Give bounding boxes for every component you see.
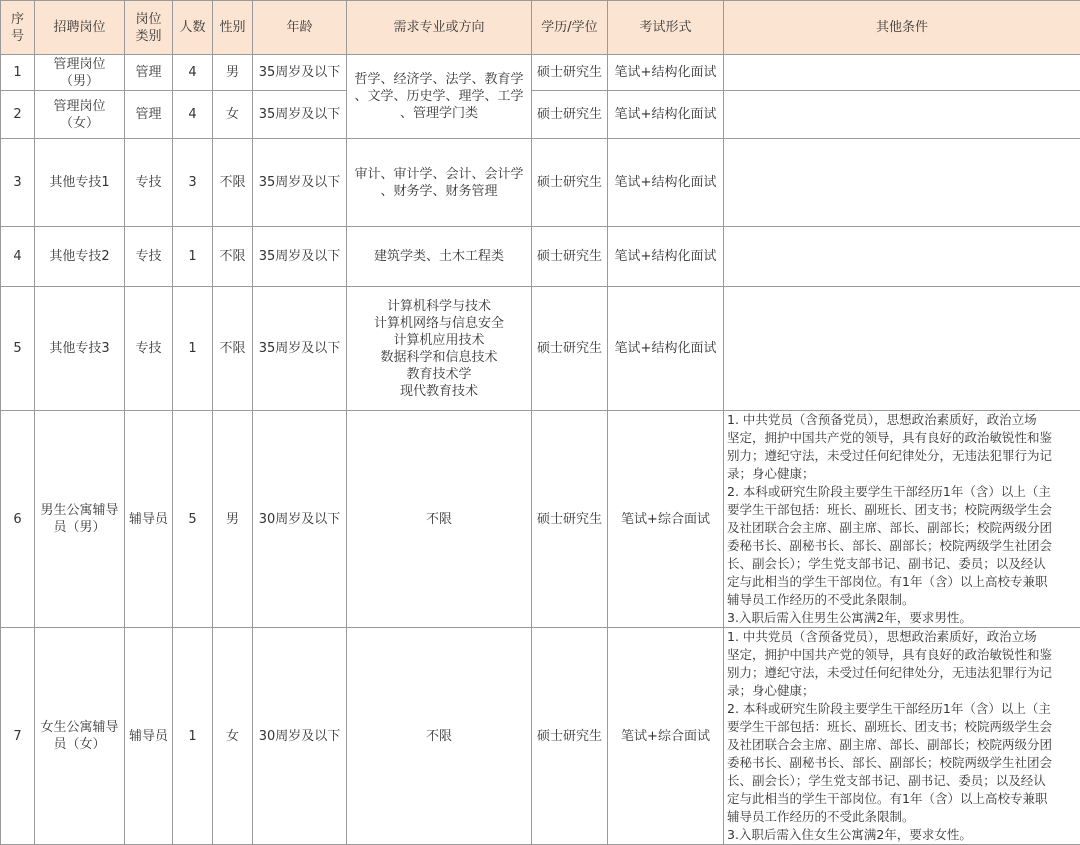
cell-exam: 笔试+结构化面试 — [608, 227, 724, 287]
cell-major-merged: 哲学、经济学、法学、教育学 、文学、历史学、理学、工学 、管理学门类 — [347, 55, 532, 139]
cell-gender: 女 — [213, 628, 253, 845]
table-row — [1, 287, 1080, 411]
cell-no: 3 — [1, 139, 35, 227]
cell-other — [724, 91, 1080, 139]
cell-count: 1 — [173, 628, 213, 845]
cell-age: 35周岁及以下 — [253, 287, 347, 411]
cell-category: 专技 — [125, 139, 173, 227]
cell-gender: 不限 — [213, 287, 253, 411]
cell-gender: 不限 — [213, 227, 253, 287]
cell-gender: 男 — [213, 55, 253, 91]
cell-major: 建筑学类、土木工程类 — [347, 227, 532, 287]
cell-degree: 硕士研究生 — [532, 91, 608, 139]
cell-other: 1. 中共党员（含预备党员），思想政治素质好，政治立场 坚定，拥护中国共产党的领导，具有良好的政治敏锐性和鉴 别力；遵纪守法，未受过任何纪律处分，无违法犯罪行为记 录；身心健康； 2. 本科或研究生阶段主要学生干部经历1年（含）以上（主 要学生干部包括：班长、副班长、团支书；校院两级学生会 及社团联合会主席、副主席、部长、副部长；校院两级分团 委秘书长、副秘书长、部长、副部长；校院两级学生社团会 长、副会长）；学生党支部书记、副书记、委员；以及经认 定与此相当的学生干部岗位。有1年（含）以上高校专兼职 辅导员工作经历的不受此条限制。 3.入职后需入住男生公寓满2年，要求男性。 — [724, 411, 1080, 628]
header-exam: 考试形式 — [608, 1, 724, 55]
cell-exam: 笔试+结构化面试 — [608, 139, 724, 227]
cell-count: 1 — [173, 227, 213, 287]
cell-degree: 硕士研究生 — [532, 227, 608, 287]
cell-other — [724, 287, 1080, 411]
cell-other — [724, 55, 1080, 91]
cell-post: 管理岗位 （女） — [35, 91, 125, 139]
cell-degree: 硕士研究生 — [532, 55, 608, 91]
cell-no: 7 — [1, 628, 35, 845]
cell-age: 35周岁及以下 — [253, 139, 347, 227]
table-row — [1, 91, 1080, 139]
cell-category: 专技 — [125, 227, 173, 287]
table-row — [1, 55, 1080, 91]
cell-other — [724, 139, 1080, 227]
cell-count: 4 — [173, 55, 213, 91]
cell-category: 专技 — [125, 287, 173, 411]
cell-gender: 不限 — [213, 139, 253, 227]
cell-no: 6 — [1, 411, 35, 628]
cell-post: 女生公寓辅导 员（女） — [35, 628, 125, 845]
cell-count: 3 — [173, 139, 213, 227]
cell-no: 1 — [1, 55, 35, 91]
header-other: 其他条件 — [724, 1, 1080, 55]
cell-count: 1 — [173, 287, 213, 411]
cell-category: 管理 — [125, 55, 173, 91]
cell-other: 1. 中共党员（含预备党员），思想政治素质好，政治立场 坚定，拥护中国共产党的领导，具有良好的政治敏锐性和鉴 别力；遵纪守法，未受过任何纪律处分，无违法犯罪行为记 录；身心健康； 2. 本科或研究生阶段主要学生干部经历1年（含）以上（主 要学生干部包括：班长、副班长、团支书；校院两级学生会 及社团联合会主席、副主席、部长、副部长；校院两级分团 委秘书长、副秘书长、部长、副部长；校院两级学生社团会 长、副会长）；学生党支部书记、副书记、委员；以及经认 定与此相当的学生干部岗位。有1年（含）以上高校专兼职 辅导员工作经历的不受此条限制。 3.入职后需入住女生公寓满2年，要求女性。 — [724, 628, 1080, 845]
cell-post: 其他专技1 — [35, 139, 125, 227]
cell-major: 不限 — [347, 411, 532, 628]
cell-post: 其他专技3 — [35, 287, 125, 411]
header-category: 岗位 类别 — [125, 1, 173, 55]
cell-exam: 笔试+综合面试 — [608, 411, 724, 628]
cell-major: 计算机科学与技术 计算机网络与信息安全 计算机应用技术 数据科学和信息技术 教育技术学 现代教育技术 — [347, 287, 532, 411]
cell-post: 管理岗位 （男） — [35, 55, 125, 91]
cell-category: 辅导员 — [125, 411, 173, 628]
cell-major: 不限 — [347, 628, 532, 845]
header-seq: 序 号 — [1, 1, 35, 55]
cell-post: 男生公寓辅导 员（男） — [35, 411, 125, 628]
cell-category: 辅导员 — [125, 628, 173, 845]
table-row — [1, 139, 1080, 227]
cell-exam: 笔试+综合面试 — [608, 628, 724, 845]
cell-other — [724, 227, 1080, 287]
cell-age: 35周岁及以下 — [253, 55, 347, 91]
cell-no: 2 — [1, 91, 35, 139]
cell-degree: 硕士研究生 — [532, 628, 608, 845]
cell-degree: 硕士研究生 — [532, 287, 608, 411]
header-age: 年龄 — [253, 1, 347, 55]
cell-count: 5 — [173, 411, 213, 628]
cell-no: 4 — [1, 227, 35, 287]
cell-gender: 女 — [213, 91, 253, 139]
table-row — [1, 411, 1080, 628]
table-row — [1, 628, 1080, 845]
cell-gender: 男 — [213, 411, 253, 628]
cell-degree: 硕士研究生 — [532, 139, 608, 227]
cell-count: 4 — [173, 91, 213, 139]
cell-exam: 笔试+结构化面试 — [608, 287, 724, 411]
header-major: 需求专业或方向 — [347, 1, 532, 55]
cell-age: 35周岁及以下 — [253, 91, 347, 139]
header-gender: 性别 — [213, 1, 253, 55]
cell-degree: 硕士研究生 — [532, 411, 608, 628]
header-degree: 学历/学位 — [532, 1, 608, 55]
cell-major: 审计、审计学、会计、会计学 、财务学、财务管理 — [347, 139, 532, 227]
header-count: 人数 — [173, 1, 213, 55]
header-post: 招聘岗位 — [35, 1, 125, 55]
header-row — [1, 1, 1080, 55]
cell-age: 30周岁及以下 — [253, 411, 347, 628]
cell-exam: 笔试+结构化面试 — [608, 91, 724, 139]
table-row — [1, 227, 1080, 287]
cell-category: 管理 — [125, 91, 173, 139]
cell-post: 其他专技2 — [35, 227, 125, 287]
cell-age: 35周岁及以下 — [253, 227, 347, 287]
cell-exam: 笔试+结构化面试 — [608, 55, 724, 91]
cell-no: 5 — [1, 287, 35, 411]
cell-age: 30周岁及以下 — [253, 628, 347, 845]
